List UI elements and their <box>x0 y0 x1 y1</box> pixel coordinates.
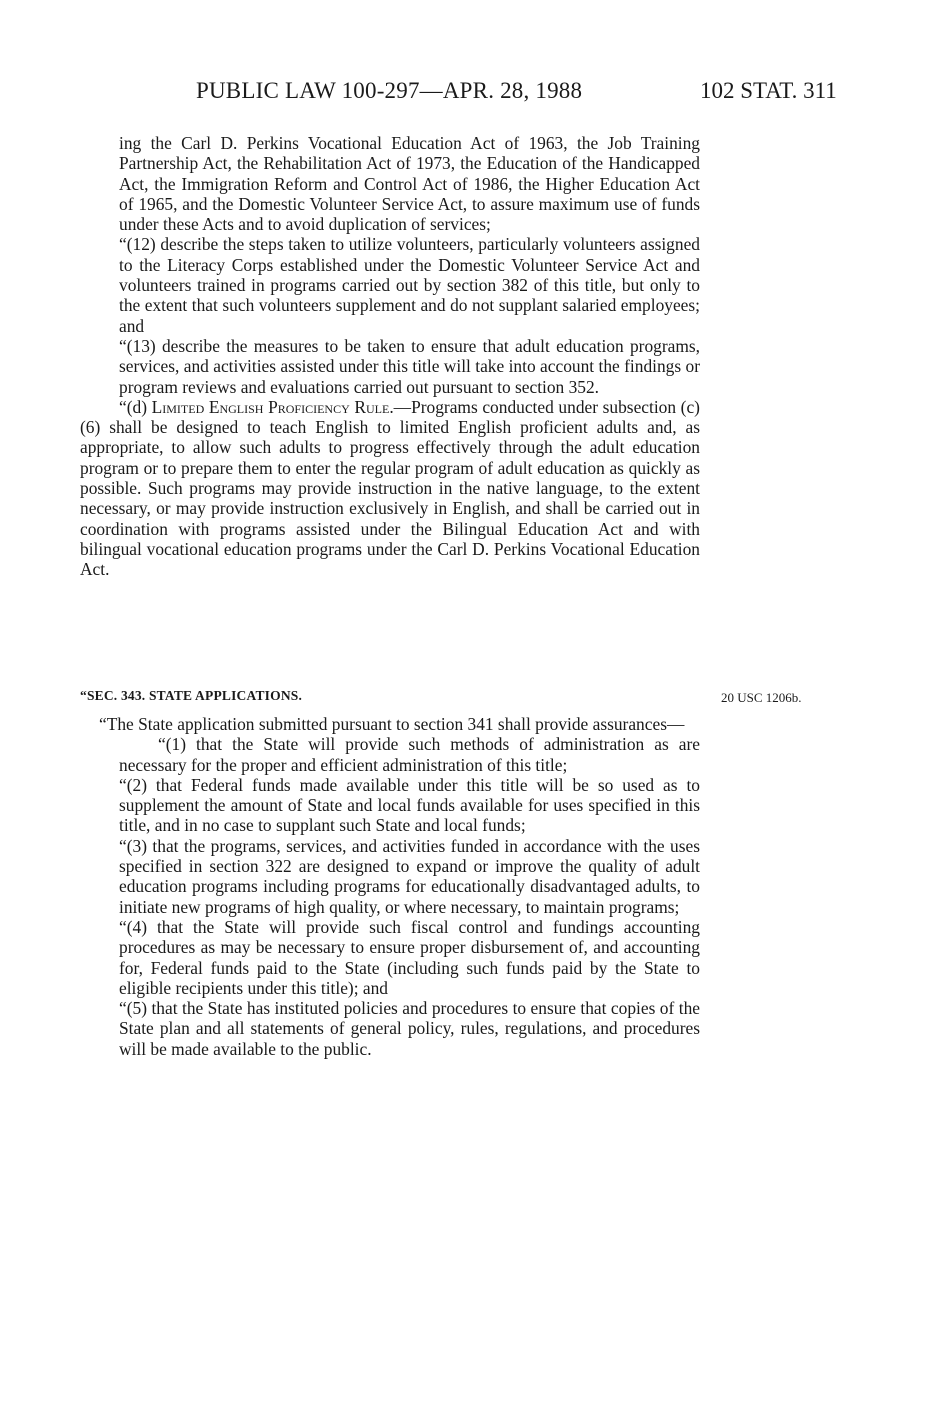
section-343-lead: “The State application submitted pursuant to section 341 shall provide assurances— <box>99 714 685 734</box>
subsection-d-prefix: “(d) <box>119 396 152 417</box>
assurance-item-2: “(2) that Federal funds made available under this title will be so used as to supplement the amount of State and local funds available for uses specified in this title, and in no case to supplant such State and local funds; <box>119 774 700 836</box>
body-text-block <box>80 133 700 580</box>
subsection-d-heading: Limited English Proficiency Rule. <box>151 396 394 417</box>
usc-margin-note: 20 USC 1206b. <box>721 690 802 705</box>
section-343-body <box>80 714 700 1059</box>
continuation-paragraph: ing the Carl D. Perkins Vocational Education Act of 1963, the Job Training Partnership Act, the Rehabilitation Act of 1973, the Education of the Handicapped Act, the Immigration Reform and Control Act of 1986, the Higher Education Act of 1965, and the Domestic Volunteer Service Act, to assure maximum use of funds under these Acts and to avoid duplication of services; <box>119 133 700 235</box>
section-343-heading: “SEC. 343. STATE APPLICATIONS. <box>80 688 303 703</box>
running-header-title: PUBLIC LAW 100-297—APR. 28, 1988 <box>196 78 583 103</box>
subsection-d <box>80 397 700 580</box>
assurance-item-1: “(1) that the State will provide such methods of administration as are necessary for the proper and efficient administration of this title; <box>119 734 700 775</box>
subsection-d-text: —Programs conducted under subsection (c)(6) shall be designed to teach English to limited English proficient adults and, as appropriate, to allow such adults to progress effectively through the adult education program or to prepare them to enter the regular program of adult education as quickly as possible. Such programs may provide instruction in the native language, to the extent necessary, or may provide instruction exclusively in English, and shall be carried out in coordination with programs assisted under the Bilingual Education Act and with bilingual vocational education programs under the Carl D. Perkins Vocational Education Act. <box>80 396 700 580</box>
paragraph-item-12: “(12) describe the steps taken to utilize volunteers, particularly volunteers assigned to the Literacy Corps established under the Domestic Volunteer Service Act and volunteers trained in programs carried out by section 382 of this title, but only to the extent that such volunteers supplement and do not supplant salaried employees; and <box>119 234 700 336</box>
assurance-item-3: “(3) that the programs, services, and activities funded in accordance with the uses specified in section 322 are designed to expand or improve the quality of adult education programs including programs for educationally disadvantaged adults, to initiate new programs of high quality, or where necessary, to maintain programs; <box>119 835 700 917</box>
statute-page-number: 102 STAT. 311 <box>700 78 837 103</box>
paragraph-item-13: “(13) describe the measures to be taken to ensure that adult education programs, services, and activities assisted under this title will take into account the findings or program reviews and evaluations carried out pursuant to section 352. <box>119 335 700 397</box>
assurance-item-5: “(5) that the State has instituted policies and procedures to ensure that copies of the State plan and all statements of general policy, rules, regulations, and procedures will be made available to the public. <box>119 998 700 1059</box>
assurance-item-4: “(4) that the State will provide such fiscal control and fundings accounting procedures as may be necessary to ensure proper disbursement of, and accounting for, Federal funds paid to the State (including such funds paid by the State to eligible recipients under this title); and <box>119 916 700 998</box>
